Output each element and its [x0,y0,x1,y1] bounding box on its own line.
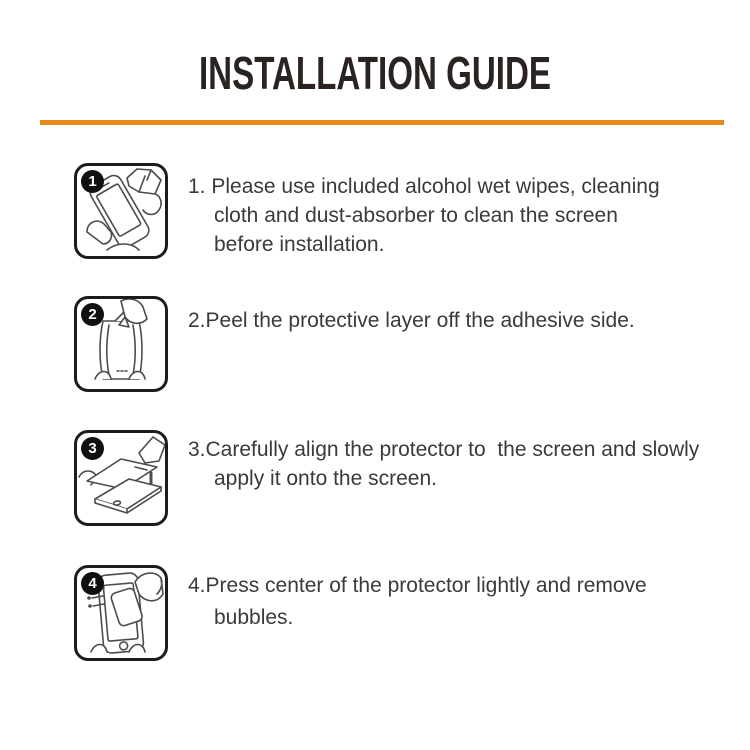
step-2-number-badge: 2 [81,303,104,326]
step-1-instructions [188,172,733,259]
step-4-figure [74,565,168,661]
step-2-instructions [188,306,733,335]
step-1-figure [74,163,168,259]
step-2-figure [74,296,168,392]
step-text-line: bubbles. [214,606,294,629]
step-3-figure [74,430,168,526]
step-4-instructions [188,570,733,634]
step-4-number-badge: 4 [81,572,104,595]
step-text-line: 3.Carefully align the protector to the screen and slowly [188,438,700,461]
title-divider [40,120,724,125]
step-text-line: apply it onto the screen. [214,467,437,490]
step-3-instructions [188,435,733,493]
page-title: INSTALLATION GUIDE [198,47,552,99]
step-text-line: 4.Press center of the protector lightly and remove [188,574,647,597]
step-text-line: cloth and dust-absorber to clean the screen [214,204,618,227]
step-text-line: 2.Peel the protective layer off the adhesive side. [188,309,635,332]
step-text-line: before installation. [214,233,385,256]
step-3-number-badge: 3 [81,437,104,460]
step-1-number-badge: 1 [81,170,104,193]
step-text-line: 1. Please use included alcohol wet wipes, cleaning [188,175,660,198]
